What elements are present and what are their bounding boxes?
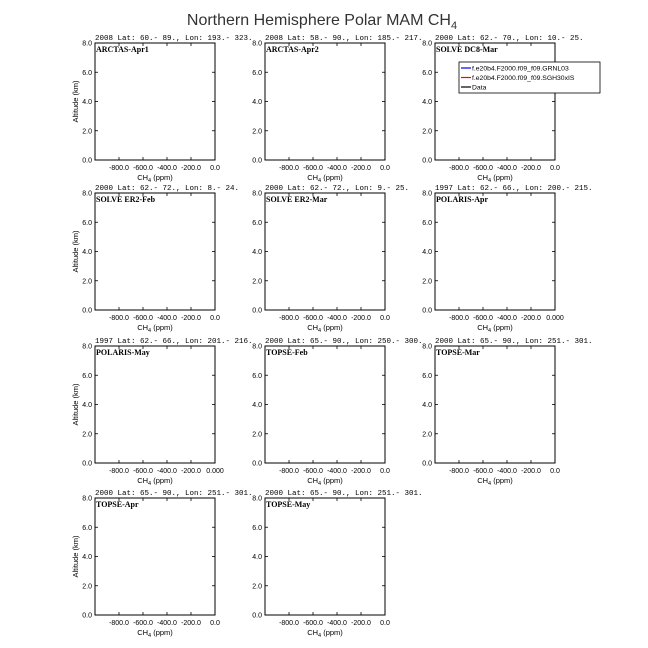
x-axis-label-main: CH (137, 476, 149, 485)
y-tick-label: 4.0 (252, 99, 262, 106)
x-tick-label: -800.0 (109, 620, 129, 627)
x-axis-label (477, 476, 513, 487)
x-axis-label (307, 628, 343, 639)
x-tick-label: -400.0 (157, 165, 177, 172)
legend-label: f.e20b4.F2000.f09_f09.SGH30xIS (472, 75, 575, 82)
campaign-label: SOLVE ER2-Mar (266, 195, 328, 204)
x-axis-label-sub: 4 (488, 328, 492, 334)
x-tick-label: 0.0 (380, 468, 390, 475)
plot-frame (95, 346, 215, 463)
x-axis-label (477, 173, 513, 184)
x-axis-label-sub: 4 (488, 178, 492, 184)
x-tick-label: -800.0 (279, 468, 299, 475)
panel-header: 2000 Lat: 65.- 90., Lon: 250.- 300. (265, 338, 423, 346)
x-tick-label: -200.0 (351, 620, 371, 627)
x-tick-label: 0.0 (210, 315, 220, 322)
y-tick-label: 4.0 (422, 99, 432, 106)
legend-label: Data (472, 84, 487, 92)
y-tick-label: 6.0 (82, 219, 92, 227)
y-tick-label: 2.0 (82, 278, 92, 286)
x-tick-label: 0.0 (380, 620, 390, 627)
campaign-label: SOLVE DC8-Mar (436, 45, 498, 54)
plot-frame (265, 193, 385, 310)
campaign-label: TOPSE-May (266, 500, 311, 509)
figure-title-main: Northern Hemisphere Polar MAM CH (186, 12, 451, 29)
x-tick-label: -400.0 (497, 315, 517, 322)
plot-frame (95, 43, 215, 160)
x-axis-label-main: CH (477, 476, 489, 485)
x-tick-label: -400.0 (327, 468, 347, 475)
x-axis-label (137, 476, 173, 487)
x-axis-label-unit: (ppm) (151, 628, 173, 637)
x-axis-label-unit: (ppm) (491, 476, 513, 485)
panel-8 (252, 338, 422, 487)
plot-frame (435, 193, 555, 310)
y-tick-label: 2.0 (252, 278, 262, 286)
x-tick-label: 0.0 (210, 620, 220, 627)
x-tick-label: -400.0 (327, 165, 347, 172)
panel-9 (422, 338, 592, 487)
x-axis-label (137, 173, 173, 184)
x-axis-label-main: CH (307, 173, 319, 182)
y-tick-label: 0.0 (82, 157, 92, 165)
panel-header: 2008 Lat: 58.- 90., Lon: 185.- 217. (265, 35, 423, 43)
x-tick-label: -400.0 (497, 165, 517, 172)
y-tick-label: 4.0 (252, 249, 262, 256)
x-axis-label (307, 476, 343, 487)
x-axis-label-main: CH (137, 323, 149, 332)
x-tick-label: -800.0 (279, 620, 299, 627)
x-tick-label: -600.0 (133, 468, 153, 475)
y-tick-label: 6.0 (252, 372, 262, 380)
y-tick-label: 4.0 (82, 402, 92, 409)
campaign-label: TOPSE-Feb (266, 348, 308, 357)
y-tick-label: 8.0 (252, 190, 262, 198)
x-axis-label-unit: (ppm) (151, 476, 173, 485)
x-tick-label: 0.0 (550, 165, 560, 172)
y-tick-label: 4.0 (252, 554, 262, 561)
x-tick-label: -200.0 (181, 620, 201, 627)
x-tick-label: -400.0 (327, 315, 347, 322)
x-axis-label-sub: 4 (318, 481, 322, 487)
x-axis-label-unit: (ppm) (321, 323, 343, 332)
x-tick-label: 0.0 (210, 165, 220, 172)
plot-frame (95, 498, 215, 615)
x-tick-label: -600.0 (473, 165, 493, 172)
campaign-label: POLARIS-May (96, 348, 150, 357)
y-tick-label: 4.0 (422, 402, 432, 409)
x-tick-label: -800.0 (449, 315, 469, 322)
y-tick-label: 8.0 (422, 190, 432, 198)
plot-frame (435, 43, 555, 160)
x-tick-label: 0.0 (380, 165, 390, 172)
y-tick-label: 0.0 (422, 157, 432, 165)
x-tick-label: -600.0 (303, 620, 323, 627)
y-tick-label: 6.0 (252, 69, 262, 77)
x-tick-label: 0.000 (546, 315, 564, 322)
x-tick-label: -200.0 (181, 468, 201, 475)
x-tick-label: 0.0 (550, 468, 560, 475)
y-tick-label: 2.0 (252, 583, 262, 591)
x-tick-label: -400.0 (497, 468, 517, 475)
y-tick-label: 0.0 (82, 460, 92, 468)
x-axis-label-main: CH (137, 173, 149, 182)
y-tick-label: 2.0 (422, 278, 432, 286)
x-tick-label: -400.0 (157, 468, 177, 475)
y-tick-label: 0.0 (422, 460, 432, 468)
panels-group (71, 35, 593, 639)
x-axis-label-unit: (ppm) (321, 628, 343, 637)
y-axis-label: Altitude (km) (71, 80, 80, 123)
y-tick-label: 6.0 (422, 219, 432, 227)
x-axis-label-unit: (ppm) (321, 173, 343, 182)
panel-7 (71, 338, 253, 487)
x-tick-label: -200.0 (521, 468, 541, 475)
campaign-label: SOLVE ER2-Feb (96, 195, 156, 204)
x-axis-label-sub: 4 (148, 633, 152, 639)
figure-title-subscript: 4 (450, 20, 458, 32)
x-axis-label-main: CH (307, 323, 319, 332)
panel-10 (71, 490, 253, 639)
x-axis-label (307, 173, 343, 184)
y-tick-label: 0.0 (252, 460, 262, 468)
y-tick-label: 0.0 (252, 157, 262, 165)
y-tick-label: 4.0 (82, 554, 92, 561)
y-tick-label: 2.0 (252, 431, 262, 439)
x-axis-label-unit: (ppm) (491, 173, 513, 182)
x-axis-label-sub: 4 (148, 481, 152, 487)
y-tick-label: 2.0 (82, 128, 92, 136)
y-tick-label: 6.0 (82, 524, 92, 532)
panel-header: 2000 Lat: 62.- 72., Lon: 9.- 25. (265, 185, 410, 193)
y-tick-label: 6.0 (252, 219, 262, 227)
x-axis-label-unit: (ppm) (491, 323, 513, 332)
y-tick-label: 4.0 (422, 249, 432, 256)
y-tick-label: 8.0 (422, 40, 432, 48)
plot-frame (265, 498, 385, 615)
x-tick-label: -600.0 (133, 165, 153, 172)
y-tick-label: 8.0 (252, 343, 262, 351)
x-tick-label: -400.0 (157, 620, 177, 627)
figure-title (187, 12, 457, 32)
panel-header: 2000 Lat: 62.- 72., Lon: 8.- 24. (95, 185, 240, 193)
campaign-label: ARCTAS-Apr1 (96, 45, 149, 54)
x-tick-label: -400.0 (157, 315, 177, 322)
x-tick-label: -200.0 (351, 468, 371, 475)
y-tick-label: 8.0 (422, 343, 432, 351)
panel-header: 1997 Lat: 62.- 66., Lon: 200.- 215. (435, 185, 593, 193)
y-tick-label: 8.0 (82, 343, 92, 351)
plot-frame (265, 43, 385, 160)
x-axis-label-sub: 4 (148, 328, 152, 334)
plot-frame (435, 346, 555, 463)
y-tick-label: 2.0 (82, 583, 92, 591)
x-tick-label: -600.0 (303, 468, 323, 475)
x-axis-label (137, 323, 173, 334)
panel-3 (422, 35, 583, 184)
x-tick-label: -800.0 (109, 165, 129, 172)
y-tick-label: 2.0 (252, 128, 262, 136)
panel-4 (71, 185, 239, 334)
x-tick-label: -200.0 (351, 165, 371, 172)
x-axis-label-main: CH (307, 476, 319, 485)
x-tick-label: -600.0 (473, 315, 493, 322)
x-tick-label: -200.0 (521, 315, 541, 322)
x-tick-label: -200.0 (521, 165, 541, 172)
x-tick-label: 0.000 (206, 468, 224, 475)
y-tick-label: 6.0 (252, 524, 262, 532)
y-tick-label: 6.0 (422, 372, 432, 380)
x-tick-label: -600.0 (133, 315, 153, 322)
y-tick-label: 8.0 (82, 190, 92, 198)
x-axis-label-unit: (ppm) (151, 173, 173, 182)
y-tick-label: 4.0 (82, 249, 92, 256)
x-tick-label: -600.0 (133, 620, 153, 627)
campaign-label: TOPSE-Mar (436, 348, 480, 357)
x-tick-label: -800.0 (279, 315, 299, 322)
x-axis-label-sub: 4 (318, 633, 322, 639)
y-tick-label: 0.0 (82, 612, 92, 620)
x-tick-label: -800.0 (449, 468, 469, 475)
panel-6 (422, 185, 592, 334)
y-tick-label: 6.0 (82, 372, 92, 380)
x-axis-label-sub: 4 (318, 328, 322, 334)
y-tick-label: 8.0 (82, 495, 92, 503)
x-tick-label: -600.0 (473, 468, 493, 475)
x-axis-label (137, 628, 173, 639)
campaign-label: ARCTAS-Apr2 (266, 45, 319, 54)
y-tick-label: 4.0 (82, 99, 92, 106)
x-axis-label-main: CH (137, 628, 149, 637)
x-tick-label: 0.0 (380, 315, 390, 322)
panel-5 (252, 185, 409, 334)
x-tick-label: -600.0 (303, 315, 323, 322)
x-axis-label-sub: 4 (148, 178, 152, 184)
plot-frame (95, 193, 215, 310)
panel-header: 2008 Lat: 60.- 89., Lon: 193.- 323. (95, 35, 253, 43)
x-axis-label-unit: (ppm) (321, 476, 343, 485)
y-tick-label: 6.0 (422, 69, 432, 77)
legend (459, 62, 600, 93)
y-tick-label: 8.0 (82, 40, 92, 48)
y-tick-label: 0.0 (252, 307, 262, 315)
y-tick-label: 0.0 (82, 307, 92, 315)
panel-header: 1997 Lat: 62.- 66., Lon: 201.- 216. (95, 338, 253, 346)
y-tick-label: 8.0 (252, 40, 262, 48)
x-tick-label: -800.0 (109, 468, 129, 475)
panel-header: 2000 Lat: 62.- 70., Lon: 10.- 25. (435, 35, 584, 43)
y-tick-label: 6.0 (82, 69, 92, 77)
x-axis-label-sub: 4 (318, 178, 322, 184)
y-tick-label: 2.0 (422, 431, 432, 439)
y-tick-label: 2.0 (82, 431, 92, 439)
panel-2 (252, 35, 422, 184)
panel-1 (71, 35, 253, 184)
y-axis-label: Altitude (km) (71, 230, 80, 273)
panel-header: 2000 Lat: 65.- 90., Lon: 251.- 301. (435, 338, 593, 346)
campaign-label: TOPSE-Apr (96, 500, 139, 509)
y-axis-label: Altitude (km) (71, 383, 80, 426)
x-tick-label: -800.0 (449, 165, 469, 172)
panel-11 (252, 490, 422, 639)
y-tick-label: 0.0 (422, 307, 432, 315)
x-tick-label: -200.0 (181, 315, 201, 322)
y-tick-label: 4.0 (252, 402, 262, 409)
x-axis-label-main: CH (307, 628, 319, 637)
plot-frame (265, 346, 385, 463)
panel-header: 2000 Lat: 65.- 90., Lon: 251.- 301. (265, 490, 423, 498)
x-tick-label: -600.0 (303, 165, 323, 172)
y-axis-label: Altitude (km) (71, 535, 80, 578)
y-tick-label: 0.0 (252, 612, 262, 620)
x-axis-label (477, 323, 513, 334)
x-tick-label: -800.0 (279, 165, 299, 172)
x-axis-label-main: CH (477, 173, 489, 182)
panel-header: 2000 Lat: 65.- 90., Lon: 251.- 301. (95, 490, 253, 498)
x-tick-label: -200.0 (181, 165, 201, 172)
x-tick-label: -800.0 (109, 315, 129, 322)
x-axis-label-sub: 4 (488, 481, 492, 487)
x-axis-label-unit: (ppm) (151, 323, 173, 332)
x-axis-label (307, 323, 343, 334)
y-tick-label: 2.0 (422, 128, 432, 136)
x-tick-label: -400.0 (327, 620, 347, 627)
campaign-label: POLARIS-Apr (436, 195, 489, 204)
y-tick-label: 8.0 (252, 495, 262, 503)
legend-label: f.e20b4.F2000.f09_f09.GRNL03 (472, 65, 569, 73)
x-tick-label: -200.0 (351, 315, 371, 322)
x-axis-label-main: CH (477, 323, 489, 332)
